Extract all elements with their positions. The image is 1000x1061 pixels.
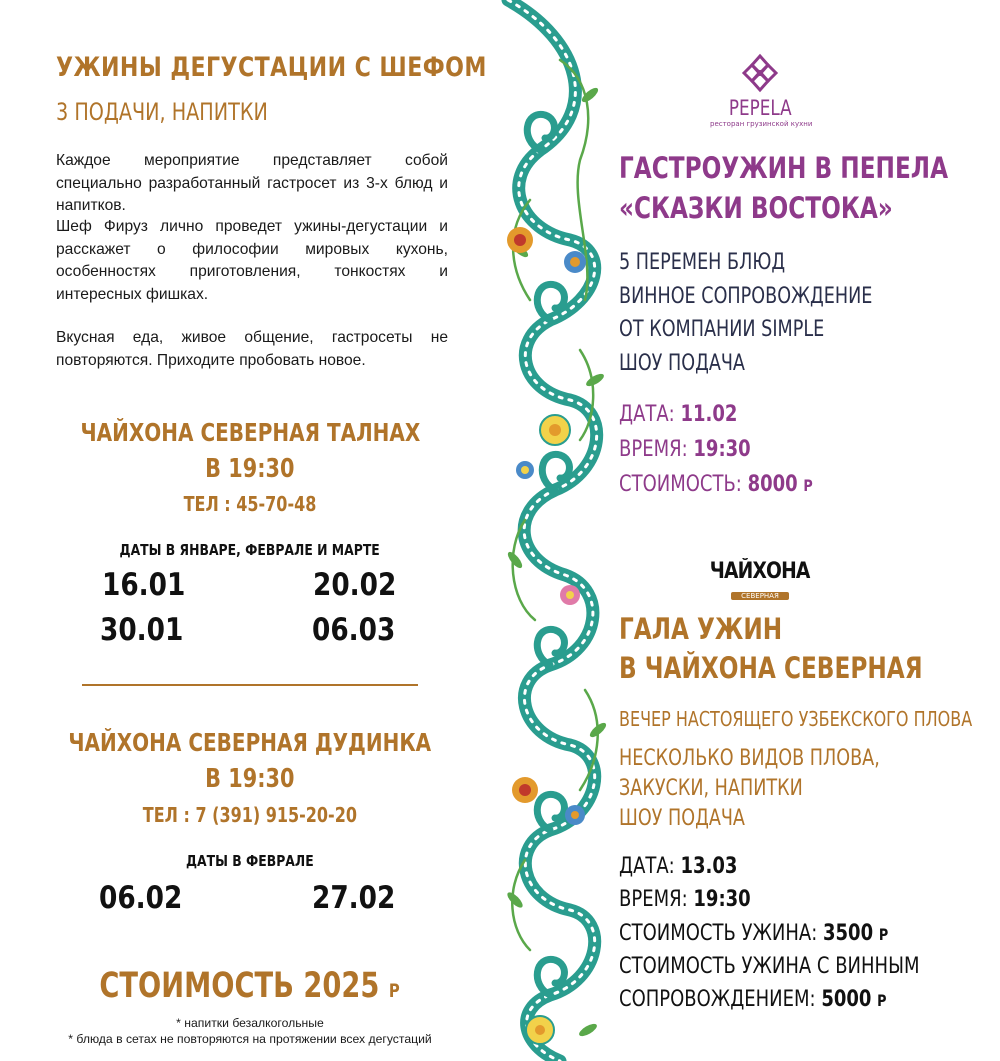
event2-time: ВРЕМЯ: 19:30 xyxy=(619,886,751,912)
event1-cost: СТОИМОСТЬ: 8000 Р xyxy=(619,471,813,497)
section-divider xyxy=(82,684,418,686)
tasting-price: СТОИМОСТЬ 2025 Р xyxy=(99,966,401,1006)
flower-blue xyxy=(565,805,585,825)
event1-item: 5 ПЕРЕМЕН БЛЮД xyxy=(619,250,786,275)
event2-item: НЕСКОЛЬКО ВИДОВ ПЛОВА, xyxy=(619,746,880,771)
page-title: УЖИНЫ ДЕГУСТАЦИИ С ШЕФОМ xyxy=(56,52,487,83)
location-dudinka-phone[interactable]: ТЕЛ : 7 (391) 915-20-20 xyxy=(142,803,358,827)
pepela-logo-name: PEPELA xyxy=(728,96,792,120)
location-dudinka-dates-heading: ДАТЫ В ФЕВРАЛЕ xyxy=(186,852,314,870)
footnote-dishes: * блюда в сетах не повторяются на протяжении всех дегустаций xyxy=(68,1032,432,1046)
flower-blue xyxy=(564,251,586,273)
pepela-logo xyxy=(710,52,813,128)
chaihona-logo xyxy=(692,561,828,602)
date-item: 20.02 xyxy=(313,567,397,603)
date-item: 06.02 xyxy=(99,880,183,916)
event1-title-line2: «СКАЗКИ ВОСТОКА» xyxy=(619,191,893,225)
event2-title-line1: ГАЛА УЖИН xyxy=(619,612,783,646)
event1-time: ВРЕМЯ: 19:30 xyxy=(619,436,751,462)
location-talnah-title: ЧАЙХОНА СЕВЕРНАЯ ТАЛНАХ xyxy=(80,418,420,447)
description-paragraph-1: Каждое мероприятие представляет собой специально разработанный гастросет из 3-х блюд и напитков. xyxy=(56,152,448,214)
date-item: 16.01 xyxy=(102,567,186,603)
location-talnah-phone[interactable]: ТЕЛ : 45-70-48 xyxy=(183,492,317,516)
event2-cost: СТОИМОСТЬ УЖИНА: 3500 Р xyxy=(619,920,889,946)
location-dudinka-title: ЧАЙХОНА СЕВЕРНАЯ ДУДИНКА xyxy=(68,728,432,757)
event1-item: ОТ КОМПАНИИ SIMPLE xyxy=(619,317,825,342)
date-item: 30.01 xyxy=(100,612,184,648)
location-talnah-time: В 19:30 xyxy=(205,454,295,484)
location-dudinka-time: В 19:30 xyxy=(205,764,295,794)
ornament-flower-logo-icon xyxy=(738,52,782,94)
event1-item: ШОУ ПОДАЧА xyxy=(619,351,745,376)
event2-title-line2: В ЧАЙХОНА СЕВЕРНАЯ xyxy=(619,651,923,685)
event2-wine-cost-line1: СТОИМОСТЬ УЖИНА С ВИННЫМ xyxy=(619,953,920,979)
footnote-drinks: * напитки безалкогольные xyxy=(176,1016,324,1030)
event1-title-line1: ГАСТРОУЖИН В ПЕПЕЛА xyxy=(619,151,949,185)
event2-date: ДАТА: 13.03 xyxy=(619,853,738,879)
right-column xyxy=(612,0,1000,1061)
event2-subtitle: ВЕЧЕР НАСТОЯЩЕГО УЗБЕКСКОГО ПЛОВА xyxy=(619,707,973,731)
event2-wine-cost: СОПРОВОЖДЕНИЕМ: 5000 Р xyxy=(619,986,887,1012)
date-item: 27.02 xyxy=(312,880,396,916)
flower-pink xyxy=(560,585,580,605)
description-paragraph-3: Вкусная еда, живое общение, гастросеты не повторяются. Приходите пробовать новое. xyxy=(56,329,448,369)
chaihona-logo-name: ЧАЙХОНА xyxy=(710,559,810,584)
event2-item: ШОУ ПОДАЧА xyxy=(619,806,745,831)
page-subtitle: 3 ПОДАЧИ, НАПИТКИ xyxy=(56,98,268,126)
event2-item: ЗАКУСКИ, НАПИТКИ xyxy=(619,776,803,801)
flower-yellow xyxy=(526,1016,554,1044)
flower-blue xyxy=(516,461,534,479)
date-item: 06.03 xyxy=(312,612,396,648)
event1-date: ДАТА: 11.02 xyxy=(619,401,738,427)
description-paragraph-2: Шеф Фируз лично проведет ужины-дегустации и расскажет о философии мировых кухонь, особенностях приготовления, тонкостях и интересных фишках. xyxy=(56,218,448,303)
ornament-border xyxy=(500,0,612,1061)
location-talnah-dates-heading: ДАТЫ В ЯНВАРЕ, ФЕВРАЛЕ И МАРТЕ xyxy=(119,541,381,559)
chaihona-logo-ribbon: СЕВЕРНАЯ xyxy=(731,592,789,600)
flower-yellow xyxy=(540,415,570,445)
pepela-logo-tagline: ресторан грузинской кухни xyxy=(710,120,813,128)
event1-item: ВИННОЕ СОПРОВОЖДЕНИЕ xyxy=(619,284,873,309)
flower-orange xyxy=(512,777,538,803)
flower-orange xyxy=(507,227,533,253)
